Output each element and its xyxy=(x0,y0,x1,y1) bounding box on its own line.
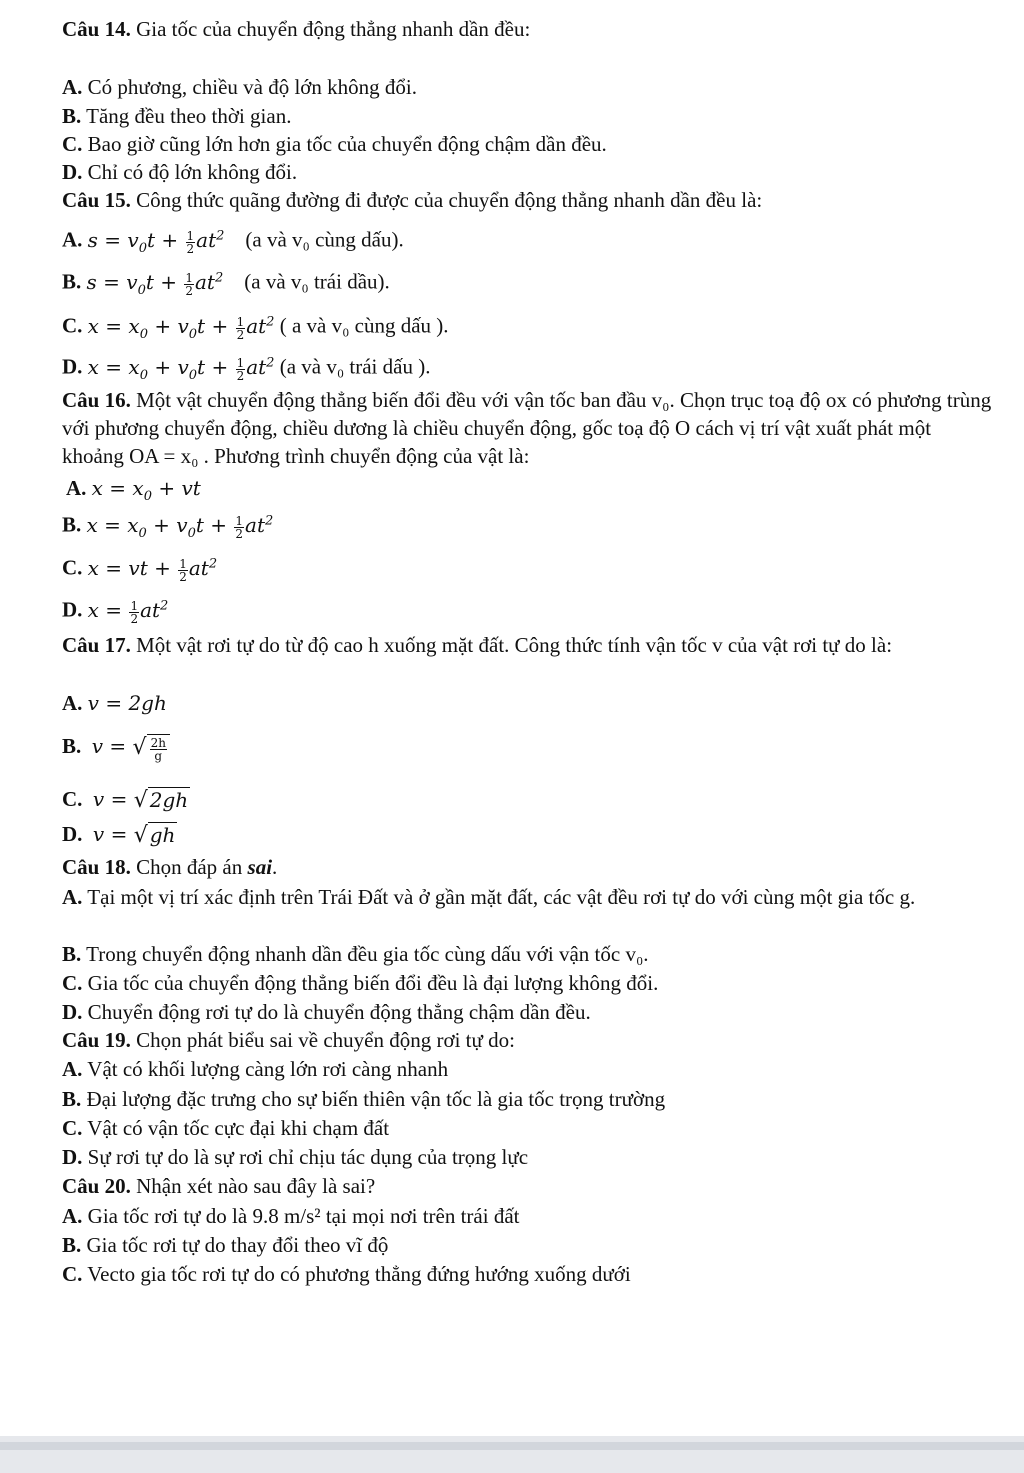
q20-option-c: C. Vecto gia tốc rơi tự do có phương thẳng đứng hướng xuống dưới xyxy=(62,1262,631,1286)
q15-option-d: D. $x = x_0 + v_0t$ + $\frac{1}{2}$ $at^2$ (a và v₀ trái dấu ). xyxy=(62,354,431,384)
q15-option-a: A. $s = v_0t$ + $\frac{1}{2}$ $at^2$ (a và v₀ cùng dấu). xyxy=(62,227,404,257)
q17-option-c: C. v = √ 2gh xyxy=(62,787,189,813)
formula: v = √ $\frac{2h}{g}$ xyxy=(92,734,170,758)
q18-option-b: B. Trong chuyển động nhanh dần đều gia tốc cùng dấu với vận tốc v₀. xyxy=(62,942,649,966)
question-title: Câu 16. xyxy=(62,388,131,412)
question-text: Một vật rơi tự do từ độ cao h xuống mặt đất. Công thức tính vận tốc v của vật rơi tự do là: xyxy=(130,633,893,657)
formula: v = 2gh xyxy=(87,691,167,715)
question-16 xyxy=(62,386,992,470)
question-title: Câu 18. xyxy=(62,855,131,879)
q20-option-b: B. Gia tốc rơi tự do thay đổi theo vĩ độ xyxy=(62,1233,389,1257)
q17-option-a: A. v = 2gh xyxy=(62,691,167,715)
question-14 xyxy=(62,15,992,43)
question-title: Câu 15. xyxy=(62,188,131,212)
q18-option-c: C. Gia tốc của chuyển động thẳng biến đổi đều là đại lượng không đổi. xyxy=(62,971,659,995)
q16-option-d: D. x = $\frac{1}{2}$ $at^2$ xyxy=(62,597,169,627)
q17-option-b: B. v = √ $\frac{2h}{g}$ xyxy=(62,732,992,762)
q14-option-d: D. Chỉ có độ lớn không đổi. xyxy=(62,160,298,184)
question-title: Câu 20. xyxy=(62,1174,131,1198)
formula: $x = x_0 + v_0t$ + $\frac{1}{2}$ $at^2$ xyxy=(87,313,275,343)
q14-option-c: C. Bao giờ cũng lớn hơn gia tốc của chuyển động chậm dần đều. xyxy=(62,132,607,156)
q14-option-b: B. Tăng đều theo thời gian. xyxy=(62,104,292,128)
question-text: Một vật chuyển động thẳng biến đổi đều với vận tốc ban đầu v₀. Chọn trục toạ độ ox có phương trùng với phương chuyển động, chiều dương là chiều chuyển động, gốc toạ độ O cách vị trí vật xuất phát một khoảng OA = x₀ . Phương trình chuyển động của vật là: xyxy=(62,388,992,468)
formula: x = vt + $\frac{1}{2}$ $at^2$ xyxy=(87,555,218,585)
q15-option-b: B. $s = v_0t$ + $\frac{1}{2}$ $at^2$ (a và v₀ trái dầu). xyxy=(62,269,390,299)
question-text: Chọn phát biểu sai về chuyển động rơi tự do: xyxy=(130,1028,515,1052)
question-emphasis: sai xyxy=(247,855,273,879)
q20-option-a: A. Gia tốc rơi tự do là 9.8 m/s² tại mọi nơi trên trái đất xyxy=(62,1204,520,1228)
question-18: Câu 18. Chọn đáp án sai. xyxy=(62,855,278,879)
question-15 xyxy=(62,186,992,214)
q19-option-d: D. Sự rơi tự do là sự rơi chỉ chịu tác dụng của trọng lực xyxy=(62,1145,529,1169)
footer-stripe xyxy=(0,1442,1024,1450)
question-19 xyxy=(62,1026,992,1054)
q14-option-a: A. Có phương, chiều và độ lớn không đổi. xyxy=(62,75,417,99)
formula: x = $\frac{1}{2}$ $at^2$ xyxy=(87,597,169,627)
question-text: Nhận xét nào sau đây là sai? xyxy=(130,1174,376,1198)
formula: $s = v_0t$ + $\frac{1}{2}$ $at^2$ xyxy=(86,269,224,299)
q16-option-a: A. $x = x_0$ + vt xyxy=(66,476,201,504)
q18-option-a: A. Tại một vị trí xác định trên Trái Đất và ở gần mặt đất, các vật đều rơi tự do với cùng một gia tốc g. xyxy=(62,885,916,909)
question-20 xyxy=(62,1172,992,1200)
formula: $x = x_0 + v_0t$ + $\frac{1}{2}$ $at^2$ xyxy=(86,512,274,542)
q19-option-a: A. Vật có khối lượng càng lớn rơi càng nhanh xyxy=(62,1057,449,1081)
question-title: Câu 17. xyxy=(62,633,131,657)
question-title: Câu 14. xyxy=(62,17,131,41)
page-footer-band xyxy=(0,1436,1024,1473)
q19-option-c: C. Vật có vận tốc cực đại khi chạm đất xyxy=(62,1116,390,1140)
question-text: Chọn đáp án xyxy=(130,855,248,879)
q16-option-b: B. $x = x_0 + v_0t$ + $\frac{1}{2}$ $at^2$ xyxy=(62,512,274,542)
formula: v = √ gh xyxy=(92,822,176,848)
q15-option-c: C. $x = x_0 + v_0t$ + $\frac{1}{2}$ $at^2$ ( a và v₀ cùng dấu ). xyxy=(62,313,449,343)
q17-option-d: D. v = √ gh xyxy=(62,822,176,848)
q16-option-c: C. x = vt + $\frac{1}{2}$ $at^2$ xyxy=(62,555,218,585)
formula: v = √ 2gh xyxy=(92,787,189,813)
question-text: Công thức quãng đường đi được của chuyển động thẳng nhanh dần đều là: xyxy=(130,188,763,212)
formula: $s = v_0t$ + $\frac{1}{2}$ $at^2$ xyxy=(87,227,225,257)
question-title: Câu 19. xyxy=(62,1028,131,1052)
question-text: Gia tốc của chuyển động thẳng nhanh dần đều: xyxy=(130,17,531,41)
formula: $x = x_0 + v_0t$ + $\frac{1}{2}$ $at^2$ xyxy=(87,354,275,384)
formula: $x = x_0$ + vt xyxy=(91,476,201,504)
q18-option-d: D. Chuyển động rơi tự do là chuyển động thẳng chậm dần đều. xyxy=(62,1000,591,1024)
question-17 xyxy=(62,631,992,659)
q19-option-b: B. Đại lượng đặc trưng cho sự biến thiên vận tốc là gia tốc trọng trường xyxy=(62,1087,666,1111)
